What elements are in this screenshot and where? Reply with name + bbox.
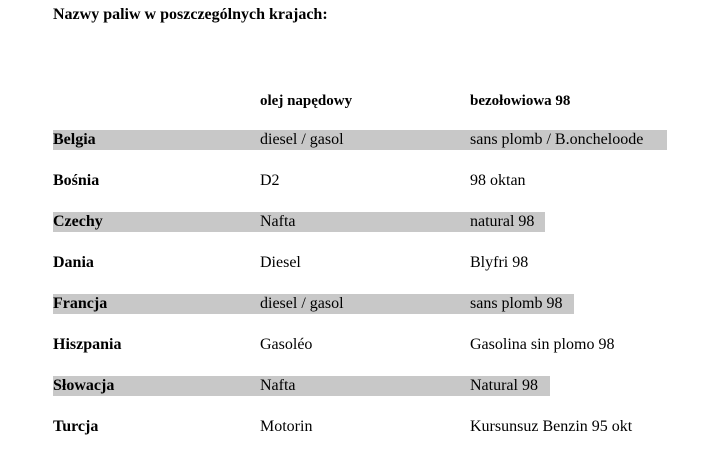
country-cell: Bośnia: [53, 172, 100, 189]
table-row: [0, 335, 702, 355]
diesel-cell: Gasoléo: [260, 336, 313, 353]
petrol98-cell: Natural 98: [470, 377, 538, 394]
country-cell: Francja: [53, 295, 108, 312]
diesel-cell: D2: [260, 172, 280, 189]
table-header: [0, 91, 702, 111]
country-cell: Turcja: [53, 418, 99, 435]
diesel-cell: diesel / gasol: [260, 131, 344, 148]
diesel-cell: diesel / gasol: [260, 295, 344, 312]
country-cell: Czechy: [53, 213, 103, 230]
diesel-cell: Nafta: [260, 377, 296, 394]
petrol98-cell: sans plomb / B.oncheloode: [470, 131, 644, 148]
country-cell: Belgia: [53, 131, 96, 148]
table-row: [0, 212, 702, 232]
country-cell: Słowacja: [53, 377, 115, 394]
diesel-cell: Motorin: [260, 418, 313, 435]
petrol98-cell: 98 oktan: [470, 172, 526, 189]
petrol98-cell: sans plomb 98: [470, 295, 563, 312]
country-cell: Hiszpania: [53, 336, 122, 353]
diesel-cell: Nafta: [260, 213, 296, 230]
table-row: [0, 130, 702, 150]
column-header-diesel: olej napędowy: [260, 93, 353, 109]
table-row: [0, 294, 702, 314]
petrol98-cell: natural 98: [470, 213, 535, 230]
table-row: [0, 417, 702, 437]
table-row: [0, 376, 702, 396]
table-row: [0, 253, 702, 273]
country-cell: Dania: [53, 254, 94, 271]
petrol98-cell: Gasolina sin plomo 98: [470, 336, 615, 353]
page-title: Nazwy paliw w poszczególnych krajach:: [53, 6, 328, 23]
petrol98-cell: Kursunsuz Benzin 95 okt: [470, 418, 633, 435]
petrol98-cell: Blyfri 98: [470, 254, 529, 271]
table-row: [0, 171, 702, 191]
column-header-petrol98: bezołowiowa 98: [470, 93, 571, 109]
diesel-cell: Diesel: [260, 254, 301, 271]
